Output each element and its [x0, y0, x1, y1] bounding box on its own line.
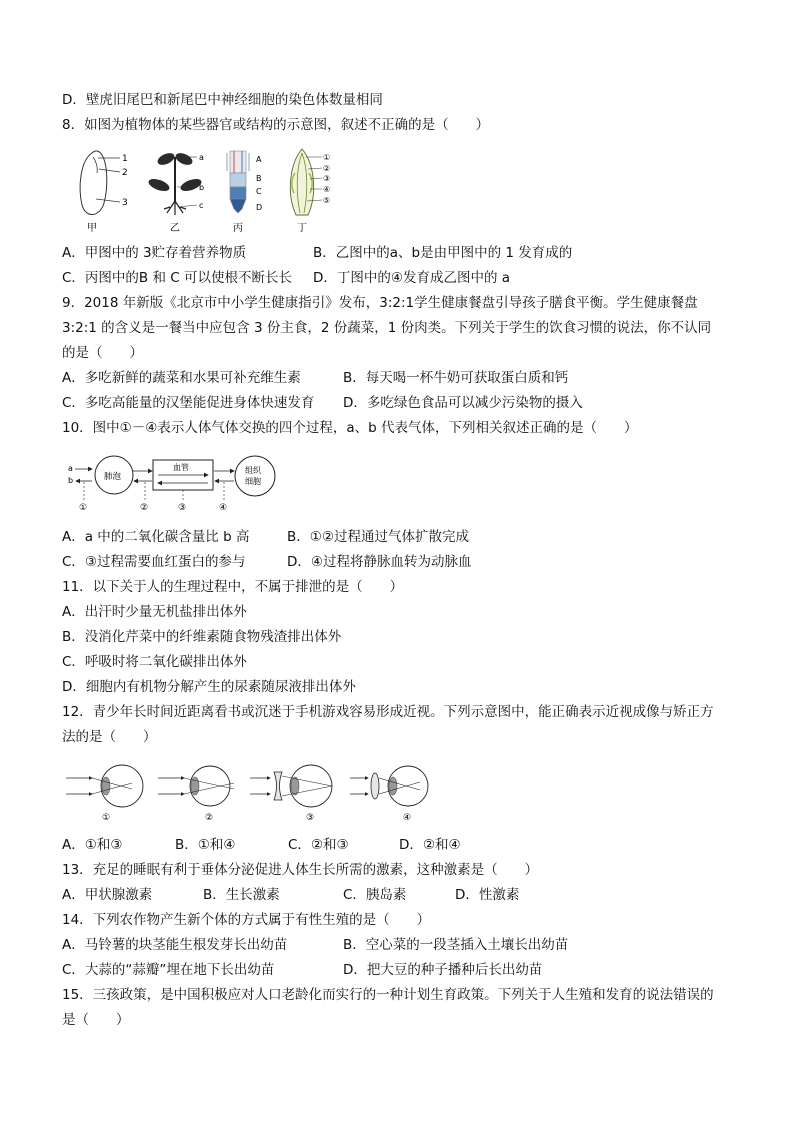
- tissue-label-1: 组织: [245, 466, 261, 475]
- q8-stem: 8．如图为植物体的某些器官或结构的示意图，叙述不正确的是（ ）: [62, 117, 490, 133]
- q9-option-a: A．多吃新鲜的蔬菜和水果可补充维生素: [62, 370, 301, 386]
- eye-diagram-1: [66, 765, 143, 823]
- q8-plant-organs-figure: [70, 143, 350, 235]
- fig-caption-ding: 丁: [297, 223, 307, 234]
- blood-vessel-box: [153, 460, 213, 490]
- seedling-label-c: c: [199, 201, 204, 210]
- q8-option-b: B．乙图中的a、b是由甲图中的 1 发育成的: [313, 245, 573, 261]
- q11-option-d: D．细胞内有机物分解产生的尿素随尿液排出体外: [62, 679, 356, 695]
- q13-option-d: D．性激素: [455, 887, 520, 903]
- bud-label-3: ③: [323, 174, 331, 183]
- bud-label-4: ④: [323, 185, 331, 194]
- eye-diagram-2: [158, 766, 234, 823]
- tissue-label-2: 细胞: [245, 477, 261, 486]
- q12-option-c: C．②和③: [288, 837, 349, 853]
- q10-option-a: A．a 中的二氧化碳含量比 b 高: [62, 529, 250, 545]
- q10-gas-exchange-figure: [66, 452, 281, 514]
- q12-stem-line1: 12．青少年长时间近距离看书或沉迷于手机游戏容易形成近视。下列示意图中，能正确表示近视成像与矫正方: [62, 704, 714, 720]
- q10-stem: 10．图中①－④表示人体气体交换的四个过程，a、b 代表气体，下列相关叙述正确的是（ ）: [62, 420, 638, 436]
- q9-option-b: B．每天喝一杯牛奶可获取蛋白质和钙: [343, 370, 569, 386]
- seed-label-2: 2: [122, 168, 128, 178]
- q9-stem-line1: 9．2018 年新版《北京市中小学生健康指引》发布，3:2:1学生健康餐盘引导孩子膳食平衡。学生健康餐盘: [62, 295, 698, 311]
- fig-caption-bing: 丙: [233, 223, 243, 234]
- q11-stem: 11．以下关于人的生理过程中，不属于排泄的是（ ）: [62, 579, 404, 595]
- bud-label-1: ①: [323, 153, 331, 162]
- eye-label-1: ①: [102, 813, 111, 823]
- seed-label-1: 1: [122, 154, 128, 164]
- process-label-1: ①: [79, 503, 88, 513]
- seed-diagram: [80, 151, 128, 234]
- q9-stem-line3: 的是（ ）: [62, 345, 143, 361]
- q13-option-c: C．胰岛素: [343, 887, 407, 903]
- q9-option-c: C．多吃高能量的汉堡能促进身体快速发育: [62, 395, 315, 411]
- seedling-label-b: b: [199, 183, 205, 192]
- eye-label-3: ③: [306, 813, 315, 823]
- vessel-label: 血管: [173, 463, 189, 472]
- root-label-C: C: [256, 187, 262, 196]
- gas-label-a: a: [68, 464, 73, 473]
- q13-option-b: B．生长激素: [203, 887, 280, 903]
- q14-option-a: A．马铃薯的块茎能生根发芽长出幼苗: [62, 937, 288, 953]
- root-tip-diagram: [227, 151, 262, 234]
- q8-option-a: A．甲图中的 3贮存着营养物质: [62, 245, 247, 261]
- eye-diagram-3: [250, 765, 332, 823]
- process-label-2: ②: [140, 503, 149, 513]
- q11-option-c: C．呼吸时将二氧化碳排出体外: [62, 654, 247, 670]
- root-label-D: D: [256, 203, 263, 212]
- q12-option-a: A．①和③: [62, 837, 123, 853]
- q10-option-c: C．③过程需要血红蛋白的参与: [62, 554, 246, 570]
- q8-option-c: C．丙图中的B 和 C 可以使根不断长长: [62, 270, 292, 286]
- process-label-3: ③: [178, 503, 187, 513]
- alveolus-label: 肺泡: [104, 472, 122, 482]
- q12-eye-diagrams-figure: [62, 762, 448, 824]
- q15-stem-line2: 是（ ）: [62, 1012, 130, 1028]
- q14-option-b: B．空心菜的一段茎插入土壤长出幼苗: [343, 937, 569, 953]
- fig-caption-jia: 甲: [87, 223, 97, 234]
- tissue-cell: [235, 456, 275, 496]
- bud-label-5: ⑤: [323, 196, 331, 205]
- root-label-B: B: [256, 174, 262, 183]
- seed-label-3: 3: [122, 198, 128, 208]
- bud-diagram: [290, 149, 330, 234]
- q12-stem-line2: 法的是（ ）: [62, 729, 157, 745]
- q13-stem: 13．充足的睡眠有利于垂体分泌促进人体生长所需的激素，这种激素是（ ）: [62, 862, 539, 878]
- bud-label-2: ②: [323, 164, 331, 173]
- gas-label-b: b: [68, 476, 74, 485]
- q13-option-a: A．甲状腺激素: [62, 887, 153, 903]
- alveolus: [95, 456, 133, 494]
- process-label-4: ④: [219, 503, 228, 513]
- eye-label-2: ②: [205, 813, 214, 823]
- q7-option-d: D．壁虎旧尾巴和新尾巴中神经细胞的染色体数量相同: [62, 92, 383, 108]
- q10-option-b: B．①②过程通过气体扩散完成: [287, 529, 469, 545]
- q14-option-d: D．把大豆的种子播种后长出幼苗: [343, 962, 543, 978]
- q14-option-c: C．大蒜的“蒜瓣”埋在地下长出幼苗: [62, 962, 275, 978]
- q15-stem-line1: 15．三孩政策，是中国积极应对人口老龄化而实行的一种计划生育政策。下列关于人生殖和发育的说法错误的: [62, 987, 714, 1003]
- q9-option-d: D．多吃绿色食品可以减少污染物的摄入: [343, 395, 583, 411]
- seedling-label-a: a: [199, 153, 204, 162]
- q12-option-b: B．①和④: [175, 837, 236, 853]
- eye-label-4: ④: [403, 813, 412, 823]
- eye-diagram-4: [350, 766, 428, 823]
- q12-option-d: D．②和④: [399, 837, 461, 853]
- q11-option-b: B．没消化芹菜中的纤维素随食物残渣排出体外: [62, 629, 342, 645]
- seedling-diagram: [147, 151, 204, 234]
- q11-option-a: A．出汗时少量无机盐排出体外: [62, 604, 247, 620]
- q10-option-d: D．④过程将静脉血转为动脉血: [287, 554, 472, 570]
- q9-stem-line2: 3:2:1 的含义是一餐当中应包含 3 份主食，2 份蔬菜，1 份肉类。下列关于学生的饮食习惯的说法，你不认同: [62, 320, 712, 336]
- root-label-A: A: [256, 155, 262, 164]
- fig-caption-yi: 乙: [170, 223, 180, 234]
- q8-option-d: D．丁图中的④发育成乙图中的 a: [313, 270, 511, 286]
- q14-stem: 14．下列农作物产生新个体的方式属于有性生殖的是（ ）: [62, 912, 431, 928]
